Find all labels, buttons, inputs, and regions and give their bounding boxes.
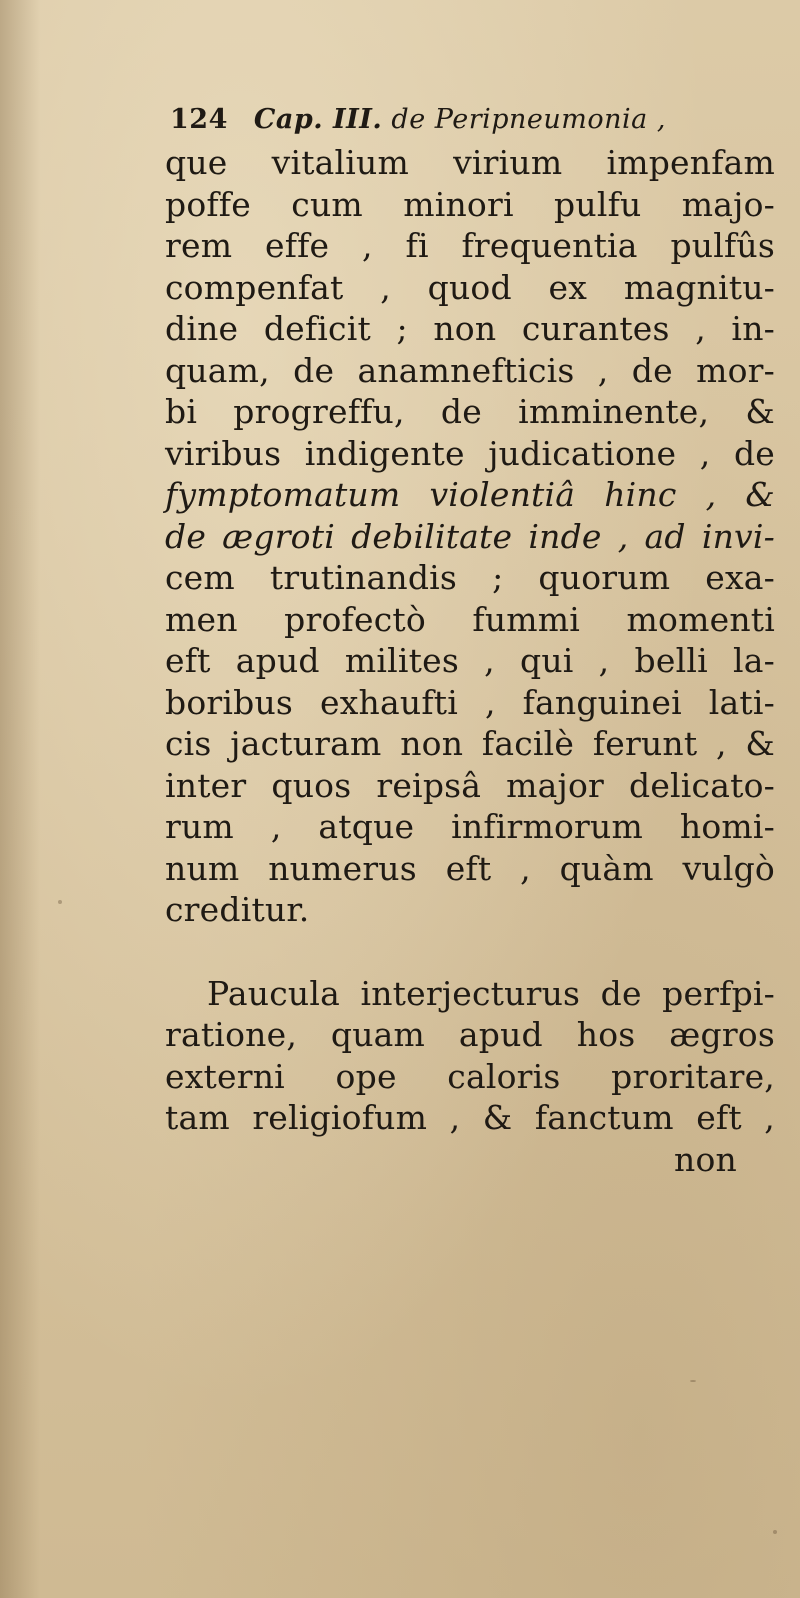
chapter-title: de Peripneumonia , xyxy=(391,104,666,135)
text-line-italic: fymptomatum violentiâ hinc , & xyxy=(165,475,775,514)
text-line: rum , atque infirmorum homi- xyxy=(165,807,775,846)
text-line: Paucula interjecturus de perfpi- xyxy=(207,973,775,1013)
text-line: que vitalium virium impenfam xyxy=(165,143,775,182)
chapter-label: Cap. III. xyxy=(253,104,383,135)
text-line: boribus exhaufti , fanguinei lati- xyxy=(165,682,775,722)
paper-speck xyxy=(58,900,62,904)
text-line: cem trutinandis ; quorum exa- xyxy=(165,558,775,597)
text-line: inter quos reipsâ major delicato- xyxy=(165,765,775,805)
page-number: 124 xyxy=(170,104,228,135)
text-line: quam, de anamnefticis , de mor- xyxy=(165,350,775,390)
text-line: externi ope caloris proritare, xyxy=(165,1056,775,1096)
text-line-italic: de ægroti debilitate inde , ad invi- xyxy=(165,516,775,556)
text-line: ratione, quam apud hos ægros xyxy=(165,1015,775,1054)
text-line: eft apud milites , qui , belli la- xyxy=(165,641,775,680)
text-line: viribus indigente judicatione , de xyxy=(165,433,775,473)
text-line: dine deficit ; non curantes , in- xyxy=(165,309,775,348)
text-line: num numerus eft , quàm vulgò xyxy=(165,848,775,888)
text-line: compenfat , quod ex magnitu- xyxy=(165,267,775,307)
text-line: rem effe , fi frequentia pulfûs xyxy=(165,226,775,265)
text-line: creditur. xyxy=(165,890,310,929)
page-gutter-shadow xyxy=(0,0,40,1598)
text-line: bi progreffu, de imminente, & xyxy=(165,392,775,431)
paper-speck xyxy=(773,1530,777,1534)
text-line: poffe cum minori pulfu majo- xyxy=(165,184,775,224)
catchword: non xyxy=(674,1139,737,1179)
text-line: men profectò fummi momenti xyxy=(165,599,775,639)
text-line: tam religiofum , & fanctum eft , xyxy=(165,1098,775,1137)
paper-speck xyxy=(690,1380,696,1382)
running-head xyxy=(170,104,770,135)
paragraph-gap xyxy=(165,931,775,973)
text-line: cis jacturam non facilè ferunt , & xyxy=(165,724,775,763)
body-text xyxy=(165,142,775,1180)
